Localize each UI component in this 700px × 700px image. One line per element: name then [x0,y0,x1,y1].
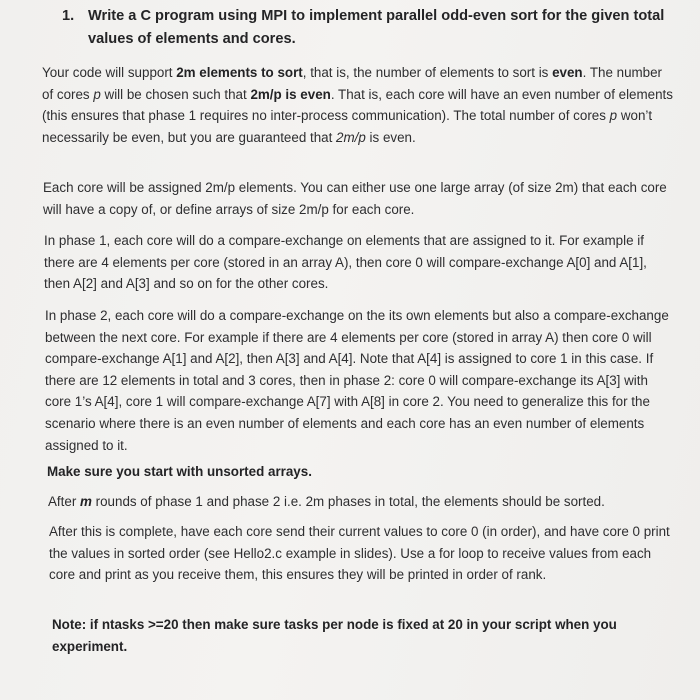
text-run: Your code will support [42,65,177,80]
text-run: . That is, each core will have an even number of elements (this ensures that phase 1 requires no inter-process communication). The total number of cores [42,86,673,124]
emphasis-even: even [552,65,583,80]
question-number: 1. [62,8,75,24]
text-run: rounds of phase 1 and phase 2 i.e. 2m phases in total, the elements should be sorted. [91,494,605,509]
variable-p: p [609,108,618,124]
emphasis-2m-p-even: 2m/p is even [250,86,331,102]
variable-2m-p: 2m/p [336,129,366,145]
text-run: After [48,494,80,509]
emphasis-2m-elements: 2m elements to sort [176,65,303,80]
paragraph-assignment: Each core will be assigned 2m/p elements. You can either use one large array (of size 2m) that each core will have a copy of, or define arrays of size 2m/p for each core. [43,180,667,217]
text-run: , that is, the number of elements to sort is [302,65,553,80]
text-run: will be chosen such that [100,86,251,102]
paragraph-phase-2: In phase 2, each core will do a compare-exchange on the its own elements but also a compare-exchange between the next core. For example if there are 4 elements per core (stored in array A) then core 0 will compare-exchange A[1] and A[2], then A[3] and A[4]. Note that A[4] is assigned to core 1 in this case. If there are 12 elements in total and 3 cores, then in phase 2: core 0 will compare-exchange its A[3] with core 1’s A[4], core 1 will compare-exchange A[7] with A[8] in core 2. You need to generalize this for the scenario where there is an even number of elements and each core has an even number of elements assigned to it. [45,308,669,453]
paragraph-rounds [48,491,668,513]
paragraph-phase-1: In phase 1, each core will do a compare-exchange on elements that are assigned to it. For example if there are 4 elements per core (stored in an array A), then core 0 will compare-exchange A[0] and A[1], then A[2] and A[3] and so on for the other cores. [44,233,647,292]
paragraph-unsorted-note: Make sure you start with unsorted arrays. [47,464,312,479]
variable-m: m [80,494,92,509]
text-run: won’t necessarily be even, but you are guaranteed that [42,108,653,145]
text-run: . The number of cores [42,65,663,102]
paragraph-ntasks-note: Note: if ntasks >=20 then make sure tasks per node is fixed at 20 in your script when you experiment. [52,617,617,654]
variable-p: p [93,86,101,102]
paragraph-requirements [42,62,674,148]
question-title: Write a C program using MPI to implement parallel odd-even sort for the given total values of elements and cores. [88,8,665,47]
text-run: is even. [365,129,416,145]
question-heading [62,5,682,51]
paragraph-gather-print: After this is complete, have each core send their current values to core 0 (in order), and have core 0 print the values in sorted order (see Hello2.c example in slides). Use a for loop to receive values from each core and print as you receive them, this ensures they will be printed in order of rank. [49,524,670,583]
